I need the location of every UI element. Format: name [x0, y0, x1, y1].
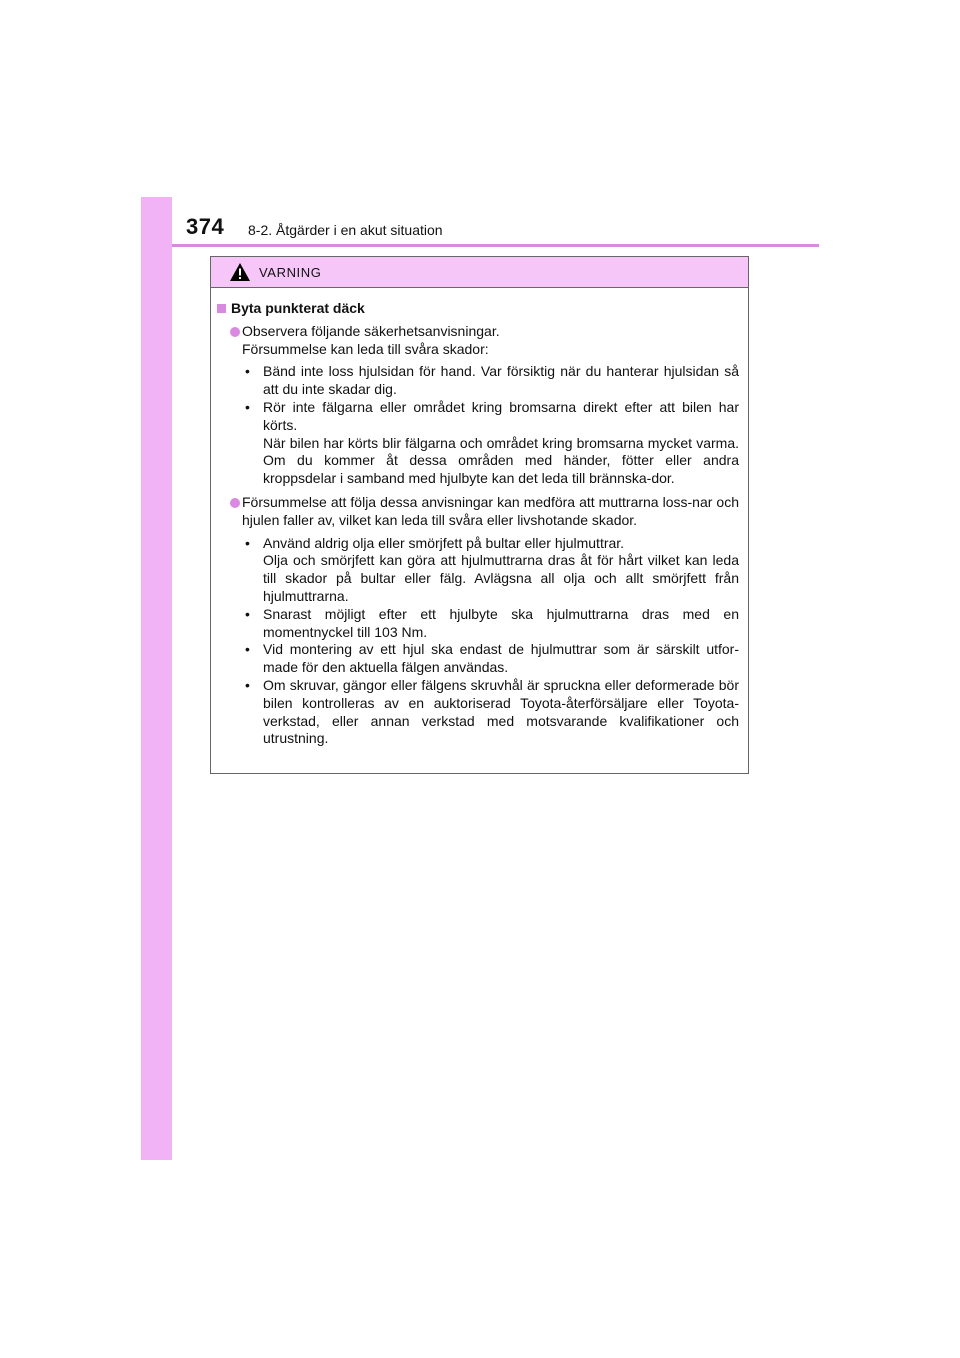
point-text: Observera följande säkerhetsanvisningar.: [242, 322, 500, 339]
list-item: [217, 677, 739, 748]
bullet-text: Använd aldrig olja eller smörjfett på bultar eller hjulmuttrar.: [263, 534, 625, 551]
warning-point: [217, 323, 739, 359]
warning-heading-text: Byta punkterat däck: [231, 300, 365, 316]
list-item: [217, 363, 739, 399]
warning-body: [211, 288, 748, 748]
bullet-text: Snarast möjligt efter ett hjulbyte ska hjulmuttrarna dras med en momentnyckel till 103 Nm.: [263, 605, 739, 640]
bullet-dot-icon: •: [245, 398, 250, 415]
list-item: [217, 606, 739, 642]
header-rule: [172, 244, 819, 247]
warning-point: [217, 494, 739, 530]
bullet-text: Olja och smörjfett kan göra att hjulmuttrarna dras åt för hårt vilket kan leda till skador på bultar eller fälg. Avlägsna all olja och allt smörjfett från hjulmuttrarna.: [263, 552, 739, 604]
list-item: [217, 535, 739, 606]
bullet-text: Vid montering av ett hjul ska endast de hjulmuttrar som är särskilt utfor-made för den aktuella fälgen användas.: [263, 641, 739, 676]
warning-heading: [217, 300, 739, 318]
bullet-dot-icon: •: [245, 641, 250, 658]
warning-label: VARNING: [259, 264, 322, 280]
bullet-list: [217, 363, 739, 488]
warning-points: [217, 323, 739, 748]
side-color-band: [141, 197, 172, 1160]
bullet-dot-icon: •: [245, 605, 250, 622]
bullet-list: [217, 535, 739, 749]
bullet-dot-icon: •: [245, 363, 250, 380]
point-text: Försummelse att följa dessa anvisningar kan medföra att muttrarna loss-nar och hjulen faller av, vilket kan leda till svåra eller livshotande skador.: [242, 493, 739, 528]
square-bullet-icon: [217, 304, 226, 313]
bullet-dot-icon: •: [245, 534, 250, 551]
list-item: [217, 399, 739, 488]
round-bullet-icon: [230, 327, 240, 337]
warning-triangle-icon: [229, 262, 251, 282]
section-title: 8-2. Åtgärder i en akut situation: [248, 222, 443, 238]
list-item: [217, 641, 739, 677]
bullet-text: Bänd inte loss hjulsidan för hand. Var försiktig när du hanterar hjulsidan så att du inte skadar dig.: [263, 363, 739, 398]
bullet-text: Om skruvar, gängor eller fälgens skruvhål är spruckna eller deformerade bör bilen kontrolleras av en auktoriserad Toyota-återförsäljare eller Toyota-verkstad, eller annan verkstad med motsvarande kvalifikationer och utrustning.: [263, 676, 739, 747]
page-number: 374: [186, 214, 225, 239]
bullet-text: När bilen har körts blir fälgarna och området kring bromsarna mycket varma. Om du kommer åt dessa områden med händer, fötter eller andra kroppsdelar i samband med hjulbyte kan det leda till brännska-dor.: [263, 434, 739, 487]
point-text: Försummelse kan leda till svåra skador:: [242, 340, 489, 357]
round-bullet-icon: [230, 498, 240, 508]
bullet-dot-icon: •: [245, 676, 250, 693]
warning-header: [211, 257, 748, 288]
bullet-text: Rör inte fälgarna eller området kring bromsarna direkt efter att bilen har körts.: [263, 398, 739, 433]
warning-box: [210, 256, 749, 774]
